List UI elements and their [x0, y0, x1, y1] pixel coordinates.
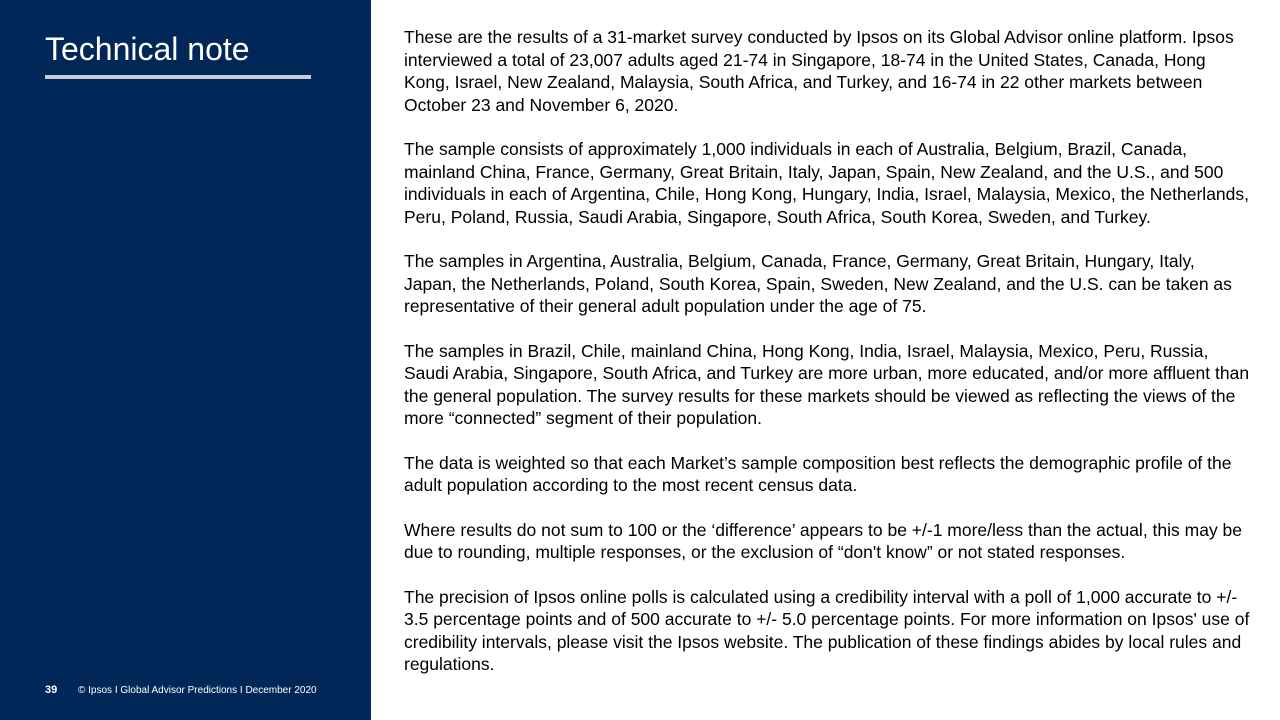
paragraph-connected-samples: The samples in Brazil, Chile, mainland China, Hong Kong, India, Israel, Malaysia, Mexico, Peru, Russia, Saudi Arabia, Singapore, South Africa, and Turkey are more urban, more educated, and/or more affluent than the general population. The survey results for these markets should be viewed as reflecting the views of the more “connected” segment of their population.	[404, 340, 1250, 428]
survey-dates: October 23 and November 6, 2020	[404, 94, 674, 115]
survey-overview-text: These are the results of a 31-market survey conducted by Ipsos on its Global Advisor online platform. Ipsos interviewed a total of 23,007 adults aged 21-74 in Singapore, 18-74 in the United States, Canada, Hong Kong, Israel, New Zealand, Malaysia, South Africa, and Turkey, and 16-74 in 22 other markets between	[404, 27, 1234, 92]
page-number: 39	[45, 684, 58, 696]
paragraph-representative-samples: The samples in Argentina, Australia, Belgium, Canada, France, Germany, Great Britain, Hungary, Italy, Japan, the Netherlands, Poland, South Korea, Spain, Sweden, New Zealand, and the U.S. can be taken as representative of their general adult population under the age of 75.	[404, 251, 1232, 316]
paragraph-sample-size: The sample consists of approximately 1,000 individuals in each of Australia, Belgium, Brazil, Canada, mainland China, France, Germany, Great Britain, Italy, Japan, Spain, New Zealand, and the U.S., and 500 individuals in each of Argentina, Chile, Hong Kong, Hungary, India, Israel, Malaysia, Mexico, the Netherlands, Peru, Poland, Russia, Saudi Arabia, Singapore, South Africa, South Korea, Sweden, and Turkey.	[404, 139, 1249, 227]
paragraph-rounding: Where results do not sum to 100 or the ‘difference’ appears to be +/-1 more/less than the actual, this may be due to rounding, multiple responses, or the exclusion of “don't know” or not stated responses.	[404, 519, 1243, 562]
sidebar-panel	[0, 0, 371, 720]
paragraph-survey-overview	[404, 26, 1250, 116]
paragraph-weighting: The data is weighted so that each Market’s sample composition best reflects the demographic profile of the adult population according to the most recent census data.	[404, 452, 1232, 495]
title-underline	[45, 75, 311, 79]
footer-text: © Ipsos I Global Advisor Predictions I December 2020	[78, 684, 317, 696]
footer	[45, 682, 317, 698]
survey-overview-period: .	[673, 94, 679, 115]
technical-note-body	[404, 26, 1250, 676]
page-title: Technical note	[45, 31, 250, 67]
paragraph-precision: The precision of Ipsos online polls is calculated using a credibility interval with a poll of 1,000 accurate to +/- 3.5 percentage points and of 500 accurate to +/- 5.0 percentage points. For more information on Ipsos' use of credibility intervals, please visit the Ipsos website. The publication of these findings abides by local rules and regulations.	[404, 586, 1250, 674]
